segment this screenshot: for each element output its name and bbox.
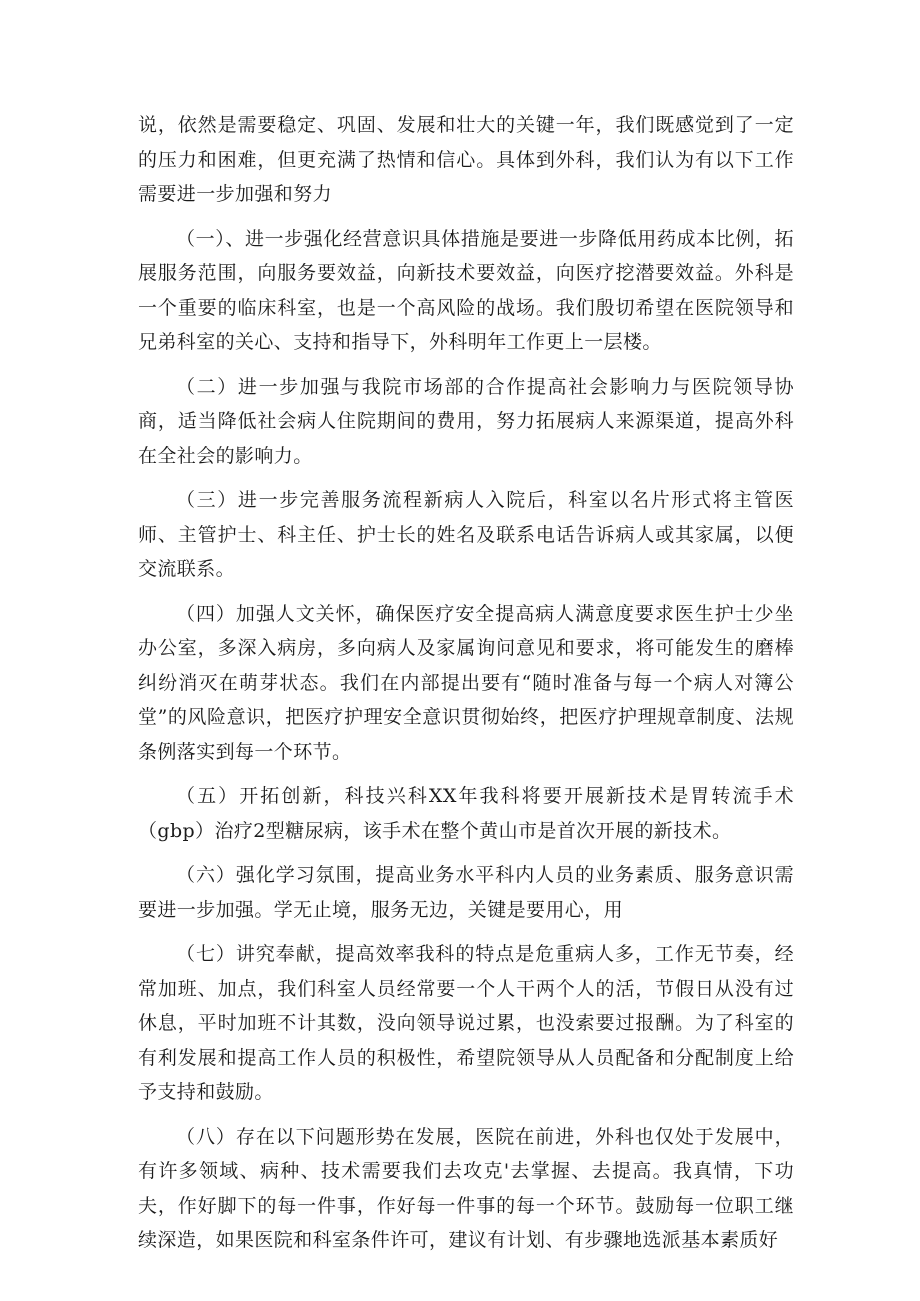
document-body <box>138 108 794 1268</box>
paragraph-item-2: （二）进一步加强与我院市场部的合作提高社会影响力与医院领导协商，适当降低社会病人住院期间的费用，努力拓展病人来源渠道，提高外科在全社会的影响力。 <box>138 375 794 467</box>
paragraph-item-4: （四）加强人文关怀，确保医疗安全提高病人满意度要求医生护士少坐办公室，多深入病房，多向病人及家属询问意见和要求，将可能发生的磨棒纠纷消灭在萌芽状态。我们在内部提出要有“随时准备与每一个病人对簿公堂”的风险意识，把医疗护理安全意识贯彻始终，把医疗护理规章制度、法规条例落实到每一个环节。 <box>138 602 794 763</box>
paragraph-continuation: 说，依然是需要稳定、巩固、发展和壮大的关键一年，我们既感觉到了一定的压力和困难，但更充满了热情和信心。具体到外科，我们认为有以下工作需要进一步加强和努力 <box>138 114 794 205</box>
paragraph-item-6: （六）强化学习氛围，提高业务水平科内人员的业务素质、服务意识需要进一步加强。学无止境，服务无边，关键是要用心，用 <box>138 864 794 921</box>
paragraph-item-3: （三）进一步完善服务流程新病人入院后，科室以名片形式将主管医师、主管护士、科主任、护士长的姓名及联系电话告诉病人或其家属，以便交流联系。 <box>138 489 794 580</box>
paragraph-item-8: （八）存在以下问题形势在发展，医院在前进，外科也仅处于发展中，有许多领域、病种、技术需要我们去攻克'去掌握、去提高。我真情，下功夫，作好脚下的每一件事，作好每一件事的每一个环节。鼓励每一位职工继续深造，如果医院和科室条件许可，建议有计划、有步骤地选派基本素质好 <box>138 1125 794 1251</box>
paragraph-item-1: （一）、进一步强化经营意识具体措施是要进一步降低用药成本比例，拓展服务范围，向服务要效益，向新技术要效益，向医疗挖潜要效益。外科是一个重要的临床科室，也是一个高风险的战场。我们殷切希望在医院领导和兄弟科室的关心、支持和指导下，外科明年工作更上一层楼。 <box>138 227 794 353</box>
paragraph-item-7: （七）讲究奉献，提高效率我科的特点是危重病人多，工作无节奏，经常加班、加点，我们科室人员经常要一个人干两个人的活，节假日从没有过休息，平时加班不计其数，没向领导说过累，也没索要过报酬。为了科室的有利发展和提高工作人员的积极性，希望院领导从人员配备和分配制度上给予支持和鼓励。 <box>138 943 794 1103</box>
paragraph-item-5: （五）开拓创新，科技兴科XX年我科将要开展新技术是胃转流手术（gbp）治疗2型糖尿病，该手术在整个黄山市是首次开展的新技术。 <box>138 785 794 842</box>
